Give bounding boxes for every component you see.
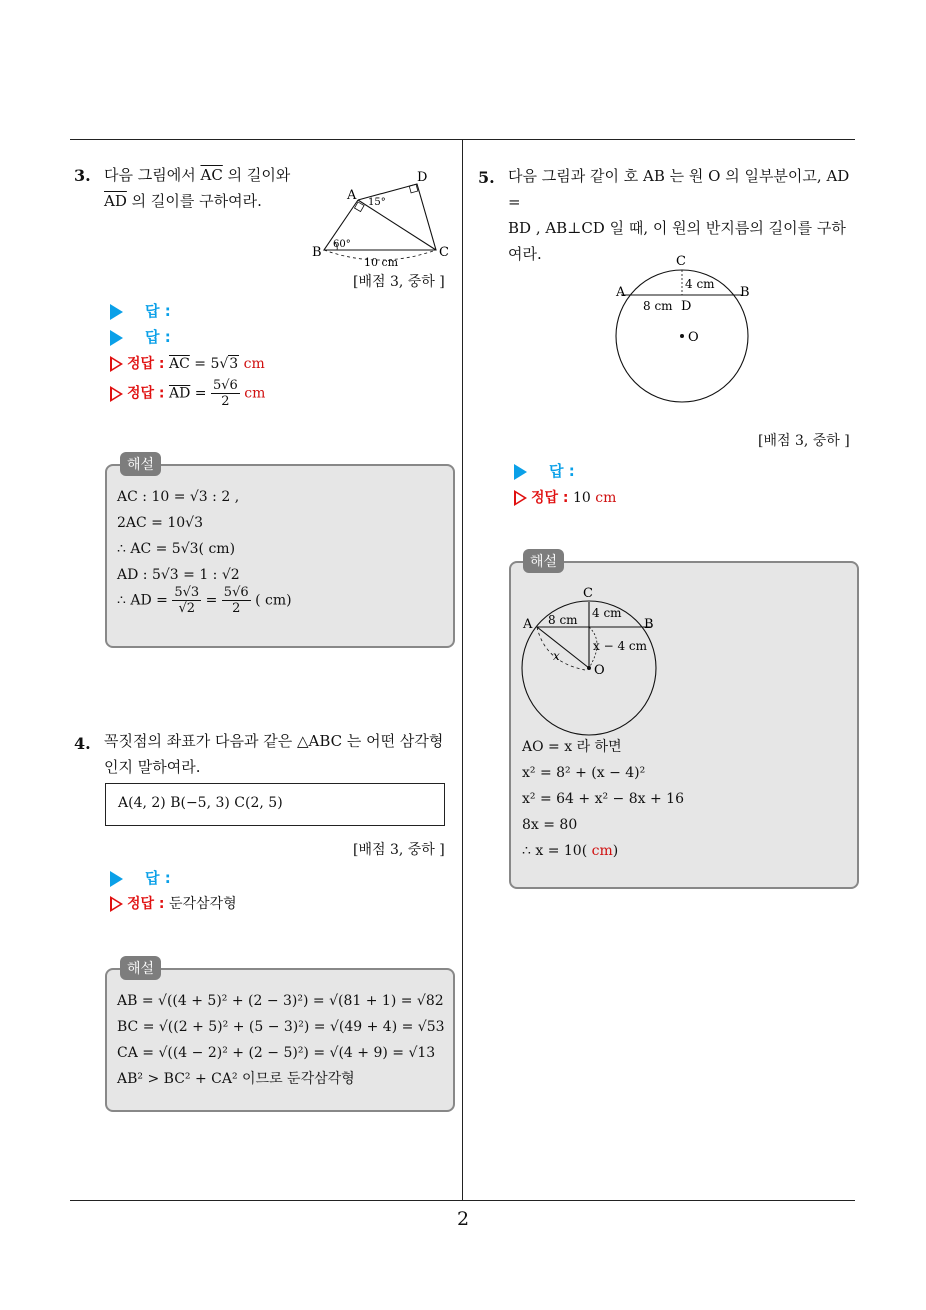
q5-label-c: C <box>676 254 686 269</box>
q5-solution-tag: 해설 <box>523 549 564 573</box>
outline-triangle-icon <box>514 490 527 506</box>
q5-solution-length-4: 4 cm <box>592 606 622 620</box>
outline-triangle-icon <box>110 356 123 372</box>
q3-solution-line-4: AD : 5√3 = 1 : √2 <box>117 567 240 583</box>
q4-correct: 정답 : 둔각삼각형 <box>110 893 237 913</box>
q5-length-4: 4 cm <box>685 277 715 291</box>
triangle-icon <box>514 464 527 480</box>
q5-length-8: 8 cm <box>643 299 673 313</box>
q3-solution-line-3: ∴ AC = 5√3( cm) <box>117 541 236 557</box>
q5-solution-line-3: x² = 64 + x² − 8x + 16 <box>522 791 684 807</box>
q3-label-c: C <box>439 245 449 260</box>
q3-answer-2[interactable]: 답 : <box>110 326 171 347</box>
q3-label-d: D <box>417 170 428 185</box>
q3-angle-15: 15° <box>368 197 386 208</box>
q5-correct: 정답 : 10 cm <box>514 487 616 507</box>
q5-solution-radius-ao <box>537 627 589 668</box>
q4-solution-line-3: CA = √((4 − 2)² + (2 − 5)²) = √(4 + 9) = √13 <box>117 1045 436 1061</box>
q5-solution-dashed-arc <box>537 627 585 670</box>
q4-number: 4. <box>74 734 91 753</box>
triangle-icon <box>110 330 123 346</box>
q3-solution-line-5: ∴ AD = $\frac{5√3}{√2}$ = $\frac{5√6}{2}$ ( cm) <box>117 585 292 616</box>
q3-number: 3. <box>74 166 91 185</box>
q3-score: [배점 3, 중하 ] <box>353 274 445 290</box>
q5-score: [배점 3, 중하 ] <box>758 433 850 449</box>
q4-solution-line-1: AB = √((4 + 5)² + (2 − 3)²) = √(81 + 1) = √82 <box>117 993 444 1009</box>
bottom-rule <box>70 1200 855 1201</box>
q5-solution-label-x: x <box>553 649 560 663</box>
q3-right-angle-d <box>409 184 418 193</box>
q3-answer-1[interactable]: 답 : <box>110 300 171 321</box>
q5-label-o: O <box>688 330 699 345</box>
q4-answer[interactable]: 답 : <box>110 867 171 888</box>
q5-solution-figure <box>515 582 675 742</box>
q3-label-b: B <box>312 245 322 260</box>
q5-solution-length-x4: x − 4 cm <box>593 639 647 653</box>
q4-solution-tag: 해설 <box>120 956 161 980</box>
column-divider <box>462 139 463 1201</box>
q4-text: 꼭짓점의 좌표가 다음과 같은 △ABC 는 어떤 삼각형 인지 말하여라. <box>104 732 444 776</box>
outline-triangle-icon <box>110 386 123 402</box>
q3-figure <box>305 165 465 270</box>
q5-solution-label-b: B <box>644 617 654 632</box>
q3-angle-60: 60° <box>333 239 351 250</box>
q5-solution-center-dot <box>587 666 591 670</box>
q4-solution-line-4: AB² > BC² + CA² 이므로 둔각삼각형 <box>117 1071 355 1087</box>
q5-solution-label-c: C <box>583 586 593 601</box>
q5-solution-line-5: ∴ x = 10( cm) <box>522 843 619 859</box>
q4-score: [배점 3, 중하 ] <box>353 842 445 858</box>
q5-solution-line-4: 8x = 80 <box>522 817 578 833</box>
q3-solution-tag: 해설 <box>120 452 161 476</box>
q5-figure <box>605 250 765 410</box>
q4-coordinate-box <box>105 783 445 826</box>
q3-length-label: 10 cm <box>364 256 399 269</box>
q3-solution-line-2: 2AC = 10√3 <box>117 515 204 531</box>
q5-solution-length-8: 8 cm <box>548 613 578 627</box>
q3-text: 다음 그림에서 $\overline{AC}$ 의 길이와 $\overline{AD}$ 의 길이를 구하여라. <box>104 166 291 210</box>
q5-label-a: A <box>616 285 626 300</box>
triangle-icon <box>110 304 123 320</box>
q5-label-d: D <box>681 299 692 314</box>
q3-solution-line-1: AC : 10 = √3 : 2 , <box>117 489 240 505</box>
q5-solution-line-1: AO = x 라 하면 <box>522 739 622 755</box>
q5-solution-line-2: x² = 8² + (x − 4)² <box>522 765 646 781</box>
q3-correct-1: 정답 : $\overline{AC} = 5√3$ cm <box>110 353 265 373</box>
q3-label-a: A <box>347 188 357 203</box>
q5-number: 5. <box>478 168 495 187</box>
triangle-icon <box>110 871 123 887</box>
outline-triangle-icon <box>110 896 123 912</box>
page-number: 2 <box>456 1208 470 1230</box>
q5-answer[interactable]: 답 : <box>514 460 575 481</box>
q3-correct-2: 정답 : $\overline{AD}$ = $\frac{5√6}{2}$ cm <box>110 378 265 409</box>
q4-coordinates: A(4, 2) B(−5, 3) C(2, 5) <box>118 795 283 811</box>
q5-solution-label-a: A <box>523 617 533 632</box>
q5-label-b: B <box>740 285 750 300</box>
q5-text: 다음 그림과 같이 호 AB 는 원 O 의 일부분이고, AD = BD , AB⊥CD 일 때, 이 원의 반지름의 길이를 구하 여라. <box>508 167 850 263</box>
q4-solution-line-2: BC = √((2 + 5)² + (5 − 3)²) = √(49 + 4) = √53 <box>117 1019 445 1035</box>
q5-center-dot <box>680 334 684 338</box>
q5-solution-label-o: O <box>594 663 605 678</box>
